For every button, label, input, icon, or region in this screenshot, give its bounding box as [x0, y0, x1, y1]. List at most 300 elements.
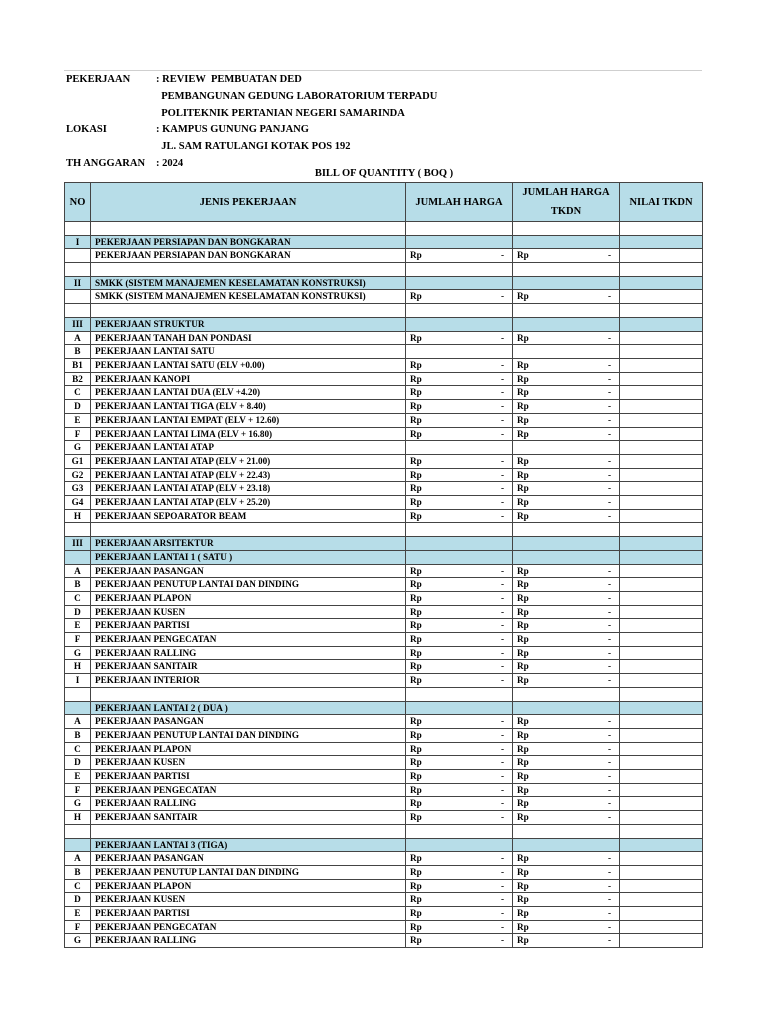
amount-dash: - [607, 661, 611, 672]
jumlah-harga-tkdn-cell [513, 893, 620, 907]
currency-label: Rp [517, 853, 529, 864]
amount-dash: - [500, 592, 504, 603]
amount-value [410, 633, 508, 646]
amount-value [517, 455, 615, 468]
row-number: F [65, 633, 91, 647]
jumlah-harga-cell [406, 427, 513, 441]
amount-value [410, 770, 508, 783]
amount-value [517, 469, 615, 482]
row-label: SMKK (SISTEM MANAJEMEN KESELAMATAN KONSTRUKSI) [91, 290, 406, 304]
amount-dash: - [607, 921, 611, 932]
jumlah-harga-tkdn-cell [513, 482, 620, 496]
currency-label: Rp [410, 661, 422, 672]
empty-cell [406, 263, 513, 277]
table-row [65, 578, 703, 592]
row-label: PEKERJAAN RALLING [91, 646, 406, 660]
amount-value [517, 784, 615, 797]
empty-cell [513, 235, 620, 249]
jumlah-harga-tkdn-cell [513, 907, 620, 921]
jumlah-harga-cell [406, 783, 513, 797]
currency-label: Rp [410, 332, 422, 343]
row-label: PEKERJAAN LANTAI ATAP (ELV + 23.18) [91, 482, 406, 496]
jumlah-harga-cell [406, 331, 513, 345]
table-row [65, 660, 703, 674]
row-label: PEKERJAAN RALLING [91, 797, 406, 811]
row-number: A [65, 715, 91, 729]
empty-cell [406, 838, 513, 852]
document-title: BILL OF QUANTITY ( BOQ ) [314, 168, 454, 179]
jumlah-harga-cell [406, 797, 513, 811]
header-value: : REVIEW PEMBUATAN DED [156, 74, 302, 85]
amount-value [517, 756, 615, 769]
currency-label: Rp [410, 359, 422, 370]
header-row [66, 139, 706, 156]
jumlah-harga-cell [406, 715, 513, 729]
jumlah-harga-cell [406, 578, 513, 592]
jumlah-harga-cell [406, 920, 513, 934]
amount-dash: - [500, 455, 504, 466]
nilai-tkdn-cell [620, 605, 703, 619]
amount-dash: - [607, 428, 611, 439]
row-number [65, 701, 91, 715]
amount-value [410, 729, 508, 742]
amount-value [517, 482, 615, 495]
row-number: E [65, 619, 91, 633]
row-number: E [65, 413, 91, 427]
empty-cell [620, 222, 703, 236]
amount-dash: - [500, 620, 504, 631]
amount-dash: - [607, 729, 611, 740]
table-row [65, 783, 703, 797]
blank-row [65, 222, 703, 236]
header-value: PEMBANGUNAN GEDUNG LABORATORIUM TERPADU [156, 90, 438, 102]
row-label: SMKK (SISTEM MANAJEMEN KESELAMATAN KONSTRUKSI) [91, 276, 406, 290]
amount-dash: - [500, 880, 504, 891]
row-label: PEKERJAAN PASANGAN [91, 564, 406, 578]
header-value: : KAMPUS GUNUNG PANJANG [156, 124, 309, 136]
currency-label: Rp [410, 908, 422, 919]
amount-dash: - [500, 387, 504, 398]
amount-value [517, 592, 615, 605]
empty-cell [513, 222, 620, 236]
jumlah-harga-tkdn-cell [513, 742, 620, 756]
currency-label: Rp [517, 579, 529, 590]
row-label: PEKERJAAN PENUTUP LANTAI DAN DINDING [91, 865, 406, 879]
amount-value [517, 797, 615, 810]
amount-dash: - [500, 359, 504, 370]
currency-label: Rp [517, 359, 529, 370]
blank-row [65, 687, 703, 701]
jumlah-harga-cell [406, 605, 513, 619]
table-row [65, 756, 703, 770]
amount-value [410, 797, 508, 810]
empty-cell [620, 304, 703, 318]
blank-row [65, 824, 703, 838]
jumlah-harga-tkdn-cell [513, 934, 620, 948]
jumlah-harga-tkdn-cell [513, 728, 620, 742]
row-number: D [65, 893, 91, 907]
amount-value [410, 565, 508, 578]
amount-dash: - [607, 565, 611, 576]
amount-dash: - [607, 908, 611, 919]
table-row [65, 372, 703, 386]
nilai-tkdn-cell [620, 934, 703, 948]
table-row [65, 865, 703, 879]
amount-value [410, 866, 508, 879]
amount-dash: - [500, 757, 504, 768]
header-key [66, 89, 156, 106]
currency-label: Rp [517, 716, 529, 727]
table-row [65, 482, 703, 496]
table-row [65, 400, 703, 414]
currency-label: Rp [517, 866, 529, 877]
amount-value [410, 592, 508, 605]
currency-label: Rp [517, 798, 529, 809]
amount-value [410, 647, 508, 660]
jumlah-harga-tkdn-cell [513, 358, 620, 372]
currency-label: Rp [517, 784, 529, 795]
amount-dash: - [500, 716, 504, 727]
amount-value [410, 619, 508, 632]
nilai-tkdn-cell [620, 852, 703, 866]
nilai-tkdn-cell [620, 550, 703, 564]
table-row [65, 646, 703, 660]
jumlah-harga-cell [406, 564, 513, 578]
table-row [65, 468, 703, 482]
amount-value [410, 249, 508, 262]
empty-cell [65, 687, 91, 701]
amount-value [410, 921, 508, 934]
table-row [65, 797, 703, 811]
amount-dash: - [500, 565, 504, 576]
jumlah-harga-tkdn-cell [513, 619, 620, 633]
empty-cell [513, 345, 620, 359]
table-row [65, 564, 703, 578]
empty-cell [620, 263, 703, 277]
empty-cell [513, 304, 620, 318]
row-number: G [65, 441, 91, 455]
row-number: A [65, 564, 91, 578]
currency-label: Rp [517, 908, 529, 919]
amount-dash: - [500, 647, 504, 658]
jumlah-harga-cell [406, 660, 513, 674]
jumlah-harga-tkdn-cell [513, 496, 620, 510]
table-row [65, 674, 703, 688]
nilai-tkdn-cell [620, 646, 703, 660]
row-label: PEKERJAAN LANTAI ATAP (ELV + 25.20) [91, 496, 406, 510]
currency-label: Rp [517, 921, 529, 932]
currency-label: Rp [517, 497, 529, 508]
currency-label: Rp [410, 634, 422, 645]
row-label: PEKERJAAN PASANGAN [91, 715, 406, 729]
nilai-tkdn-cell [620, 633, 703, 647]
table-row [65, 345, 703, 359]
currency-label: Rp [410, 866, 422, 877]
amount-value [410, 290, 508, 303]
row-label: PEKERJAAN PLAPON [91, 742, 406, 756]
table-row [65, 591, 703, 605]
nilai-tkdn-cell [620, 920, 703, 934]
row-number: B1 [65, 358, 91, 372]
amount-dash: - [500, 908, 504, 919]
nilai-tkdn-cell [620, 756, 703, 770]
amount-dash: - [500, 469, 504, 480]
row-number [65, 249, 91, 263]
amount-dash: - [500, 771, 504, 782]
jumlah-harga-cell [406, 865, 513, 879]
amount-value [517, 729, 615, 742]
nilai-tkdn-cell [620, 235, 703, 249]
amount-dash: - [607, 812, 611, 823]
amount-dash: - [500, 332, 504, 343]
row-number: B [65, 578, 91, 592]
amount-dash: - [500, 743, 504, 754]
jumlah-harga-tkdn-cell [513, 674, 620, 688]
empty-cell [620, 523, 703, 537]
row-number: G4 [65, 496, 91, 510]
nilai-tkdn-cell [620, 893, 703, 907]
jumlah-harga-tkdn-cell [513, 564, 620, 578]
amount-value [517, 428, 615, 441]
row-number: D [65, 605, 91, 619]
empty-cell [91, 222, 406, 236]
empty-cell [406, 222, 513, 236]
table-row [65, 852, 703, 866]
jumlah-harga-cell [406, 742, 513, 756]
amount-value [410, 880, 508, 893]
row-label: PEKERJAAN PERSIAPAN DAN BONGKARAN [91, 235, 406, 249]
amount-dash: - [607, 497, 611, 508]
amount-value [517, 414, 615, 427]
jumlah-harga-tkdn-cell [513, 413, 620, 427]
row-number: B [65, 728, 91, 742]
nilai-tkdn-cell [620, 674, 703, 688]
table-row [65, 619, 703, 633]
jumlah-harga-tkdn-cell [513, 454, 620, 468]
header-value: POLITEKNIK PERTANIAN NEGERI SAMARINDA [156, 107, 405, 119]
amount-dash: - [607, 634, 611, 645]
nilai-tkdn-cell [620, 509, 703, 523]
table-row [65, 893, 703, 907]
empty-cell [513, 263, 620, 277]
table-row [65, 358, 703, 372]
jumlah-harga-cell [406, 509, 513, 523]
amount-dash: - [607, 771, 611, 782]
nilai-tkdn-cell [620, 797, 703, 811]
amount-value [517, 606, 615, 619]
amount-value [410, 414, 508, 427]
amount-dash: - [607, 483, 611, 494]
jumlah-harga-cell [406, 619, 513, 633]
jumlah-harga-tkdn-cell [513, 660, 620, 674]
row-number: E [65, 770, 91, 784]
empty-cell [406, 701, 513, 715]
row-number [65, 838, 91, 852]
row-label: PEKERJAAN KUSEN [91, 756, 406, 770]
row-number: H [65, 811, 91, 825]
amount-value [517, 770, 615, 783]
currency-label: Rp [517, 332, 529, 343]
currency-label: Rp [410, 606, 422, 617]
jumlah-harga-tkdn-cell [513, 797, 620, 811]
nilai-tkdn-cell [620, 742, 703, 756]
nilai-tkdn-cell [620, 838, 703, 852]
empty-cell [91, 263, 406, 277]
jumlah-harga-cell [406, 358, 513, 372]
row-label: PEKERJAAN ARSITEKTUR [91, 537, 406, 551]
amount-value [410, 743, 508, 756]
currency-label: Rp [410, 455, 422, 466]
currency-label: Rp [410, 579, 422, 590]
document-header [66, 72, 706, 173]
currency-label: Rp [517, 455, 529, 466]
amount-value [410, 756, 508, 769]
nilai-tkdn-cell [620, 454, 703, 468]
amount-value [410, 428, 508, 441]
empty-cell [65, 304, 91, 318]
currency-label: Rp [517, 291, 529, 302]
row-label: PEKERJAAN LANTAI 2 ( DUA ) [91, 701, 406, 715]
empty-cell [620, 824, 703, 838]
amount-value [517, 660, 615, 673]
empty-cell [406, 304, 513, 318]
nilai-tkdn-cell [620, 496, 703, 510]
table-row [65, 770, 703, 784]
section-row [65, 235, 703, 249]
empty-cell [406, 441, 513, 455]
amount-value [410, 852, 508, 865]
row-label: PEKERJAAN SANITAIR [91, 811, 406, 825]
currency-label: Rp [410, 469, 422, 480]
currency-label: Rp [517, 428, 529, 439]
jumlah-harga-cell [406, 386, 513, 400]
currency-label: Rp [410, 497, 422, 508]
amount-dash: - [500, 606, 504, 617]
row-label: PEKERJAAN PENUTUP LANTAI DAN DINDING [91, 578, 406, 592]
header-key: PEKERJAAN [66, 74, 131, 85]
row-label: PEKERJAAN KUSEN [91, 605, 406, 619]
nilai-tkdn-cell [620, 345, 703, 359]
row-number: H [65, 509, 91, 523]
jumlah-harga-cell [406, 400, 513, 414]
empty-cell [91, 687, 406, 701]
header-row [66, 72, 706, 89]
amount-value [410, 469, 508, 482]
jumlah-harga-cell [406, 728, 513, 742]
currency-label: Rp [410, 716, 422, 727]
table-row [65, 249, 703, 263]
table-row [65, 290, 703, 304]
table-row [65, 454, 703, 468]
jumlah-harga-tkdn-cell [513, 811, 620, 825]
currency-label: Rp [410, 401, 422, 412]
currency-label: Rp [410, 784, 422, 795]
amount-dash: - [500, 784, 504, 795]
table-row [65, 811, 703, 825]
row-number: II [65, 276, 91, 290]
currency-label: Rp [517, 592, 529, 603]
currency-label: Rp [410, 935, 422, 946]
amount-value [517, 633, 615, 646]
jumlah-harga-cell [406, 811, 513, 825]
row-label: PEKERJAAN SANITAIR [91, 660, 406, 674]
jumlah-harga-tkdn-cell [513, 386, 620, 400]
amount-value [410, 482, 508, 495]
empty-cell [65, 222, 91, 236]
jumlah-harga-tkdn-cell [513, 605, 620, 619]
amount-dash: - [500, 250, 504, 261]
row-label: PEKERJAAN PARTISI [91, 907, 406, 921]
currency-label: Rp [410, 743, 422, 754]
nilai-tkdn-cell [620, 276, 703, 290]
row-number: G [65, 797, 91, 811]
row-label: PEKERJAAN LANTAI LIMA (ELV + 16.80) [91, 427, 406, 441]
amount-value [410, 373, 508, 386]
col-header-tkdn-line1: JUMLAH HARGA [522, 187, 610, 198]
currency-label: Rp [517, 743, 529, 754]
amount-dash: - [607, 784, 611, 795]
jumlah-harga-tkdn-cell [513, 468, 620, 482]
amount-dash: - [607, 935, 611, 946]
amount-value [517, 373, 615, 386]
jumlah-harga-cell [406, 372, 513, 386]
section-row [65, 276, 703, 290]
amount-value [517, 880, 615, 893]
row-label: PEKERJAAN LANTAI EMPAT (ELV + 12.60) [91, 413, 406, 427]
row-number [65, 550, 91, 564]
amount-value [410, 674, 508, 687]
amount-value [517, 674, 615, 687]
section-row [65, 701, 703, 715]
jumlah-harga-tkdn-cell [513, 879, 620, 893]
row-label: PEKERJAAN TANAH DAN PONDASI [91, 331, 406, 345]
amount-value [410, 578, 508, 591]
row-label: PEKERJAAN INTERIOR [91, 674, 406, 688]
jumlah-harga-cell [406, 756, 513, 770]
row-number: H [65, 660, 91, 674]
amount-dash: - [500, 428, 504, 439]
nilai-tkdn-cell [620, 537, 703, 551]
jumlah-harga-cell [406, 879, 513, 893]
amount-value [410, 386, 508, 399]
table-row [65, 331, 703, 345]
row-number: F [65, 783, 91, 797]
row-label: PEKERJAAN KANOPI [91, 372, 406, 386]
row-label: PEKERJAAN PARTISI [91, 619, 406, 633]
header-value: JL. SAM RATULANGI KOTAK POS 192 [156, 141, 351, 153]
nilai-tkdn-cell [620, 701, 703, 715]
nilai-tkdn-cell [620, 619, 703, 633]
amount-value [517, 578, 615, 591]
blank-row [65, 263, 703, 277]
nilai-tkdn-cell [620, 386, 703, 400]
nilai-tkdn-cell [620, 468, 703, 482]
header-key [66, 106, 156, 123]
row-number: E [65, 907, 91, 921]
table-row [65, 934, 703, 948]
amount-dash: - [500, 634, 504, 645]
table-row [65, 715, 703, 729]
jumlah-harga-tkdn-cell [513, 591, 620, 605]
currency-label: Rp [410, 921, 422, 932]
currency-label: Rp [517, 565, 529, 576]
header-row [66, 122, 706, 139]
section-row [65, 550, 703, 564]
amount-value [517, 510, 615, 523]
amount-value [517, 249, 615, 262]
nilai-tkdn-cell [620, 482, 703, 496]
amount-dash: - [607, 620, 611, 631]
